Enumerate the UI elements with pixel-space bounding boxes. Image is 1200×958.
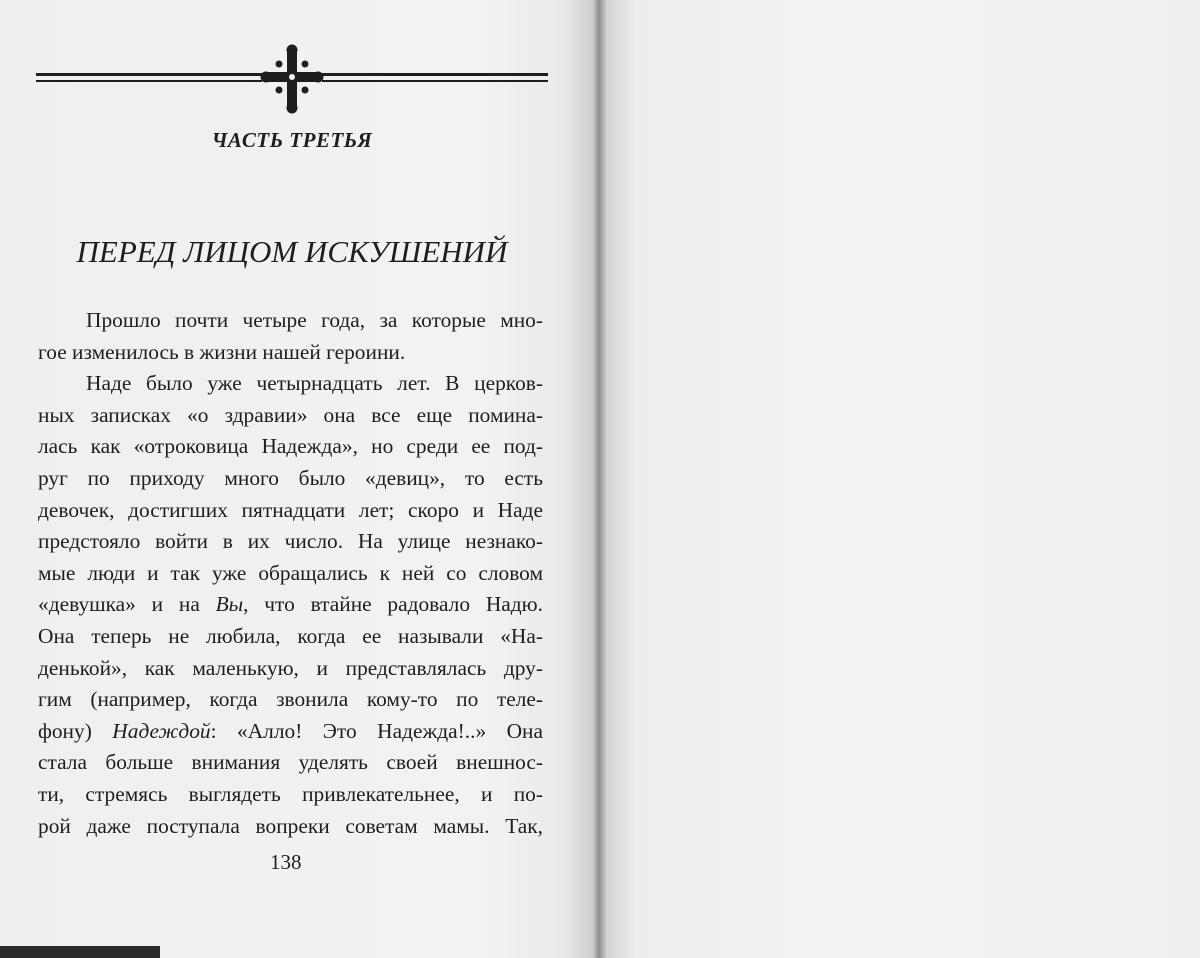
text-line: рой даже поступала вопреки советам мамы. Так, [38, 813, 543, 838]
text-line: денькой», как маленькую, и представлялась дру- [38, 655, 543, 680]
text-line: гое изменилось в жизни нашей героини. [38, 339, 406, 364]
text-run: «девушка» и на [38, 592, 216, 617]
text-line: Прошло почти четыре года, за которые мно- [86, 308, 543, 332]
left-page-text [38, 305, 543, 842]
italic-word: Вы [215, 592, 244, 617]
book-edge-shadow [0, 946, 160, 958]
text-line: ных записках «о здравии» она все еще помина- [38, 402, 543, 427]
right-page [600, 0, 1200, 958]
page-number-left: 138 [270, 850, 302, 874]
text-line: предстояло войти в их число. На улице незнако- [38, 529, 543, 554]
italic-word: Надеждой [112, 718, 211, 743]
text-line: гим (например, когда звонила кому-то по теле- [38, 687, 543, 712]
text-line: девочек, достигших пятнадцати лет; скоро и Наде [38, 497, 543, 522]
text-line: стала больше внимания уделять своей внешнос- [38, 750, 543, 775]
orthodox-cross-ornament-icon [36, 44, 548, 114]
chapter-title: ПЕРЕД ЛИЦОМ ИСКУШЕНИЙ [76, 234, 508, 269]
text-line [38, 716, 543, 748]
text-line: мые люди и так уже обращались к ней со словом [38, 560, 543, 585]
text-line: руг по приходу много было «девиц», то есть [38, 465, 543, 490]
text-run: : «Алло! Это Надежда!..» Она [210, 718, 543, 743]
text-run: , что втайне радовало Надю. [243, 592, 543, 617]
text-run: фону) [38, 718, 113, 743]
text-line: Наде было уже четырнадцать лет. В церков- [86, 371, 543, 396]
text-line: Она теперь не любила, когда ее называли «На- [38, 623, 543, 648]
text-line: лась как «отроковица Надежда», но среди ее под- [38, 434, 543, 459]
text-line [38, 589, 543, 621]
part-title: ЧАСТЬ ТРЕТЬЯ [211, 128, 373, 152]
text-line: ти, стремясь выглядеть привлекательнее, и по- [38, 781, 543, 806]
